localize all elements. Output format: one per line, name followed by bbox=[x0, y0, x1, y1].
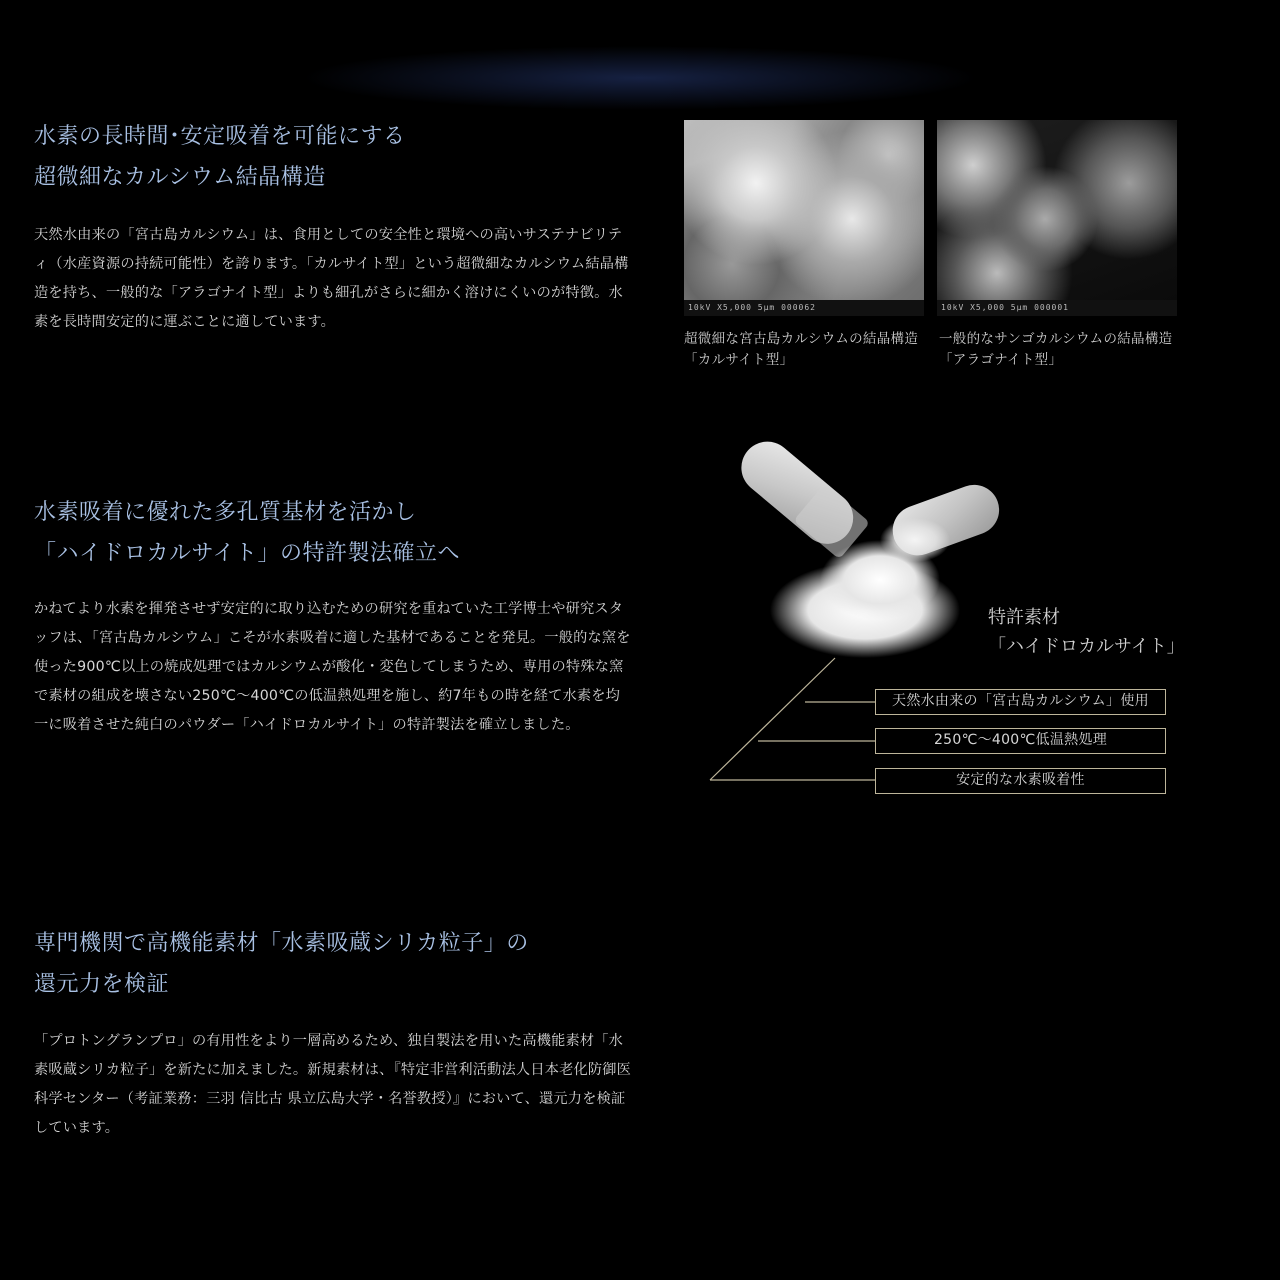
sem-image-aragonite bbox=[937, 120, 1177, 316]
sem-info-bar: 10kV X5,000 5μm 000062 bbox=[684, 300, 924, 316]
section2-heading bbox=[34, 492, 460, 574]
sem-micrograph-calcite bbox=[684, 120, 924, 300]
connector-lines bbox=[700, 640, 880, 790]
section3-heading bbox=[34, 923, 529, 1005]
sem-image-calcite bbox=[684, 120, 924, 316]
patent-label-line2: 「ハイドロカルサイト」 bbox=[988, 636, 1185, 657]
section1-heading-line1: 水素の長時間･安定吸着を可能にする bbox=[34, 124, 406, 149]
section1-body: 天然水由来の「宮古島カルシウム」は、食用としての安全性と環境への高いサステナビリティ（水産資源の持続可能性）を誇ります。「カルサイト型」という超微細なカルシウム結晶構造を持ち、一般的な「アラゴナイト型」よりも細孔がさらに細かく溶けにくいのが特徴。水素を長時間安定的に運ぶことに適しています。 bbox=[34, 227, 629, 330]
feature-box-stable-adsorption: 安定的な水素吸着性 bbox=[875, 768, 1166, 794]
powder-spill bbox=[880, 518, 950, 562]
section2-heading-line1: 水素吸着に優れた多孔質基材を活かし bbox=[34, 500, 417, 525]
feature-box-miyako-calcium: 天然水由来の「宮古島カルシウム」使用 bbox=[875, 689, 1166, 715]
section3-heading-line1: 専門機関で高機能素材「水素吸蔵シリカ粒子」の bbox=[34, 931, 529, 956]
patent-label-line1: 特許素材 bbox=[988, 607, 1060, 628]
section1-heading-line2: 超微細なカルシウム結晶構造 bbox=[34, 165, 326, 190]
patent-material-label bbox=[988, 603, 1185, 661]
top-glow-decoration bbox=[0, 0, 1280, 110]
section3-body: 「プロトングランプロ」の有用性をより一層高めるため、独自製法を用いた高機能素材「水素吸蔵シリカ粒子」を新たに加えました。新規素材は、『特定非営利活動法人日本老化防御医科学センター（考証業務：三羽 信比古 県立広島大学・名誉教授）』において、還元力を検証しています。 bbox=[34, 1033, 632, 1136]
feature-box-low-temp-treatment: 250℃～400℃低温熱処理 bbox=[875, 728, 1166, 754]
caption-calcite: 超微細な宮古島カルシウムの結晶構造「カルサイト型」 bbox=[684, 331, 919, 368]
section3-heading-line2: 還元力を検証 bbox=[34, 972, 170, 997]
section2-heading-line2: 「ハイドロカルサイト」の特許製法確立へ bbox=[34, 541, 460, 566]
sem-micrograph-aragonite bbox=[937, 120, 1177, 300]
section2-body: かねてより水素を揮発させず安定的に取り込むための研究を重ねていた工学博士や研究スタッフは、「宮古島カルシウム」こそが水素吸着に適した基材であることを発見。一般的な窯を使った900℃以上の焼成処理ではカルシウムが酸化・変色してしまうため、専用の特殊な窯で素材の組成を壊さない250℃～400℃の低温熱処理を施し、約7年もの時を経て水素を均一に吸着させた純白のパウダー「ハイドロカルサイト」の特許製法を確立しました。 bbox=[34, 601, 631, 733]
caption-aragonite: 一般的なサンゴカルシウムの結晶構造「アラゴナイト型」 bbox=[939, 331, 1173, 368]
section1-heading bbox=[34, 116, 406, 198]
capsule-left bbox=[731, 431, 872, 561]
sem-info-bar: 10kV X5,000 5μm 000001 bbox=[937, 300, 1177, 316]
